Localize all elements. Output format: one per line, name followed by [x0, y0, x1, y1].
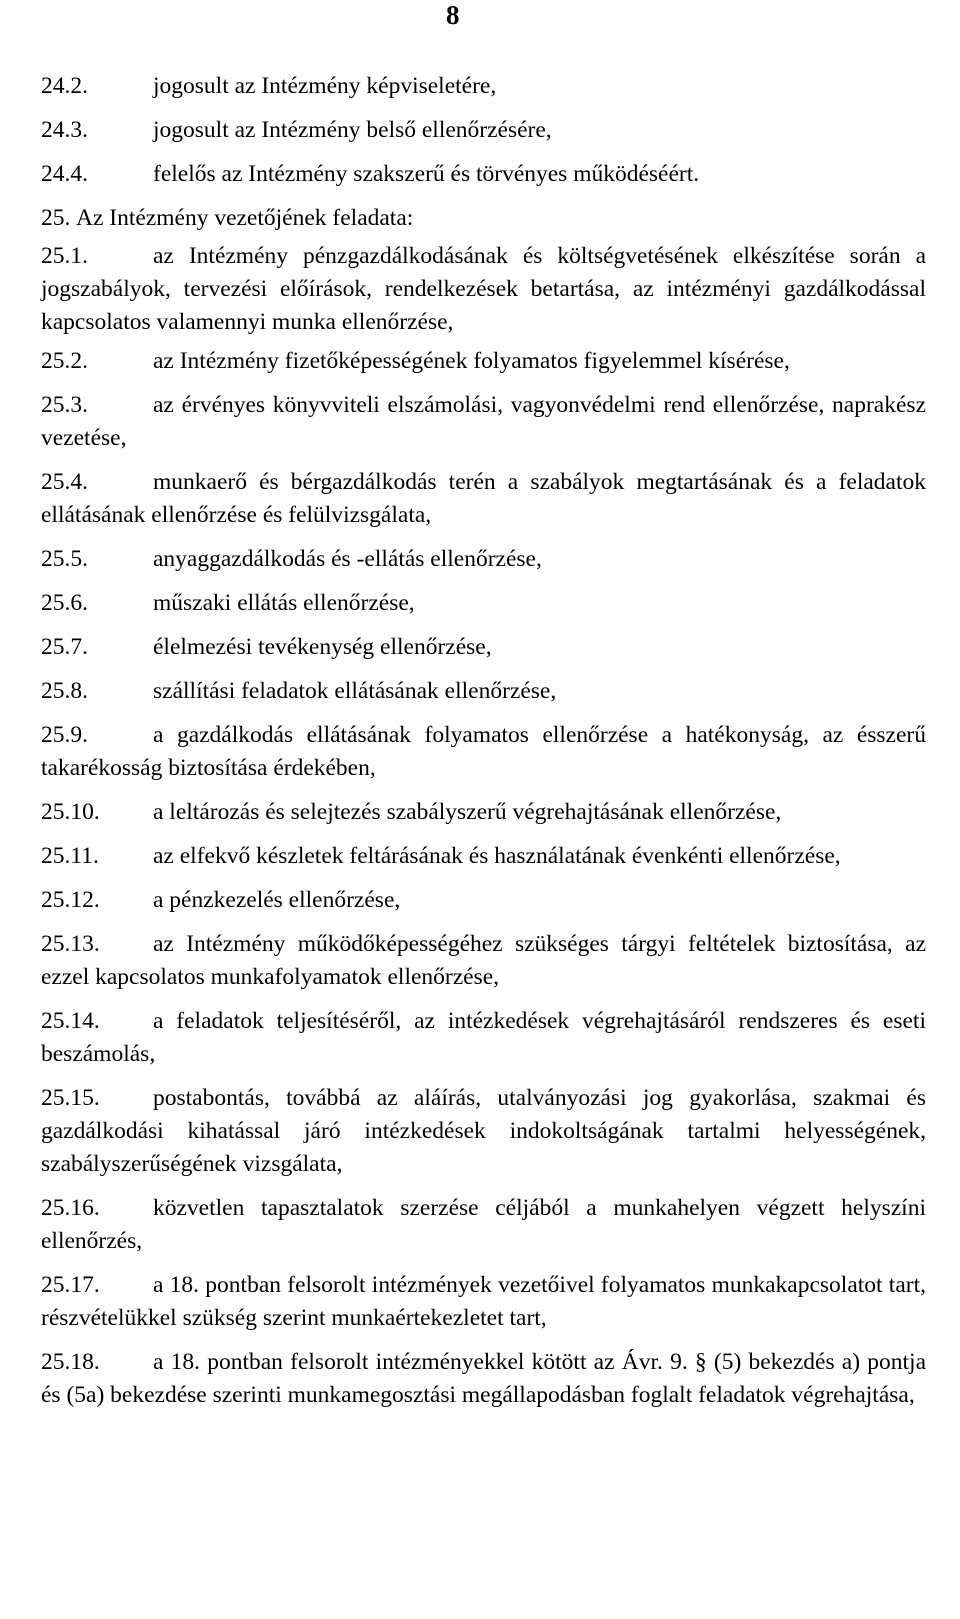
list-item: [41, 466, 926, 532]
item-text: a 18. pontban felsorolt intézmények vezetőivel folyamatos munkakapcsolatot tart, részvételükkel szükség szerint munkaértekezletet tart,: [41, 1272, 926, 1331]
item-number: 25.14.: [41, 1008, 100, 1034]
list-item: [41, 158, 926, 202]
list-item: [41, 1082, 926, 1181]
item-number: 24.2.: [41, 73, 88, 99]
item-number: 25.4.: [41, 469, 88, 495]
item-text: a leltározás és selejtezés szabályszerű végrehajtásának ellenőrzése,: [153, 799, 782, 825]
list-item: [41, 840, 926, 873]
item-number: 25.11.: [41, 843, 99, 869]
item-text: az Intézmény pénzgazdálkodásának és költségvetésének elkészítése során a jogszabályok, tervezési előírások, rendelkezések betartása, az intézményi gazdálkodással kapcsolatos valamennyi munka ellenőrzése,: [41, 243, 926, 335]
item-text: a pénzkezelés ellenőrzése,: [153, 887, 401, 913]
list-item: [41, 389, 926, 455]
item-text: munkaerő és bérgazdálkodás terén a szabályok megtartásának és a feladatok ellátásának ellenőrzése és felülvizsgálata,: [41, 469, 926, 528]
list-item: [41, 719, 926, 785]
list-item: [41, 884, 926, 917]
item-text: élelmezési tevékenység ellenőrzése,: [153, 634, 492, 660]
list-item: [41, 114, 926, 158]
item-text: az érvényes könyvviteli elszámolási, vagyonvédelmi rend ellenőrzése, naprakész vezetése,: [41, 392, 926, 451]
list-item: [41, 543, 926, 576]
item-number: 25.5.: [41, 546, 88, 572]
list-item: [41, 70, 926, 114]
item-text: a gazdálkodás ellátásának folyamatos ellenőrzése a hatékonyság, az ésszerű takarékosság biztosítása érdekében,: [41, 722, 926, 781]
item-text: műszaki ellátás ellenőrzése,: [153, 590, 415, 616]
item-text: postabontás, továbbá az aláírás, utalványozási jog gyakorlása, szakmai és gazdálkodási kihatással járó intézkedések indokoltságának tartalmi helyességének, szabályszerűségének vizsgálata,: [41, 1085, 926, 1177]
item-text: a 18. pontban felsorolt intézményekkel kötött az Ávr. 9. § (5) bekezdés a) pontja és (5a) bekezdése szerinti munkamegosztási megállapodásban foglalt feladatok végrehajtása,: [41, 1349, 926, 1408]
item-number: 25.8.: [41, 678, 88, 704]
item-text: az Intézmény fizetőképességének folyamatos figyelemmel kísérése,: [153, 348, 790, 374]
item-number: 25.7.: [41, 634, 88, 660]
document-body: [41, 70, 926, 1423]
section-title: Az Intézmény vezetőjének feladata:: [76, 205, 414, 231]
list-item: [41, 675, 926, 708]
list-item: [41, 928, 926, 994]
section-number: 25.: [41, 205, 71, 231]
list-item: [41, 796, 926, 829]
item-number: 25.12.: [41, 887, 100, 913]
item-list: [41, 240, 926, 1412]
section-heading: [41, 202, 926, 240]
item-number: 25.1.: [41, 243, 88, 269]
item-number: 25.3.: [41, 392, 88, 418]
item-text: szállítási feladatok ellátásának ellenőrzése,: [153, 678, 557, 704]
list-item: [41, 1005, 926, 1071]
list-item: [41, 345, 926, 378]
list-item: [41, 1192, 926, 1258]
item-text: az elfekvő készletek feltárásának és használatának évenkénti ellenőrzése,: [153, 843, 841, 869]
item-text: jogosult az Intézmény képviseletére,: [153, 73, 497, 99]
item-number: 25.9.: [41, 722, 88, 748]
item-number: 25.15.: [41, 1085, 100, 1111]
item-number: 25.2.: [41, 348, 88, 374]
page-number: 8: [446, 0, 460, 30]
item-number: 25.10.: [41, 799, 100, 825]
list-item: [41, 240, 926, 339]
item-number: 25.18.: [41, 1349, 100, 1375]
item-text: a feladatok teljesítéséről, az intézkedések végrehajtásáról rendszeres és eseti beszámolás,: [41, 1008, 926, 1067]
list-item: [41, 631, 926, 664]
item-text: anyaggazdálkodás és -ellátás ellenőrzése,: [153, 546, 542, 572]
item-number: 24.3.: [41, 117, 88, 143]
item-number: 25.6.: [41, 590, 88, 616]
item-text: jogosult az Intézmény belső ellenőrzésére,: [153, 117, 552, 143]
item-number: 24.4.: [41, 161, 88, 187]
item-number: 25.16.: [41, 1195, 100, 1221]
item-number: 25.13.: [41, 931, 100, 957]
list-item: [41, 1269, 926, 1335]
item-text: az Intézmény működőképességéhez szükséges tárgyi feltételek biztosítása, az ezzel kapcsolatos munkafolyamatok ellenőrzése,: [41, 931, 926, 990]
list-item: [41, 587, 926, 620]
list-item: [41, 1346, 926, 1412]
item-number: 25.17.: [41, 1272, 100, 1298]
item-text: felelős az Intézmény szakszerű és törvényes működéséért.: [153, 161, 700, 187]
item-text: közvetlen tapasztalatok szerzése céljából a munkahelyen végzett helyszíni ellenőrzés,: [41, 1195, 926, 1254]
